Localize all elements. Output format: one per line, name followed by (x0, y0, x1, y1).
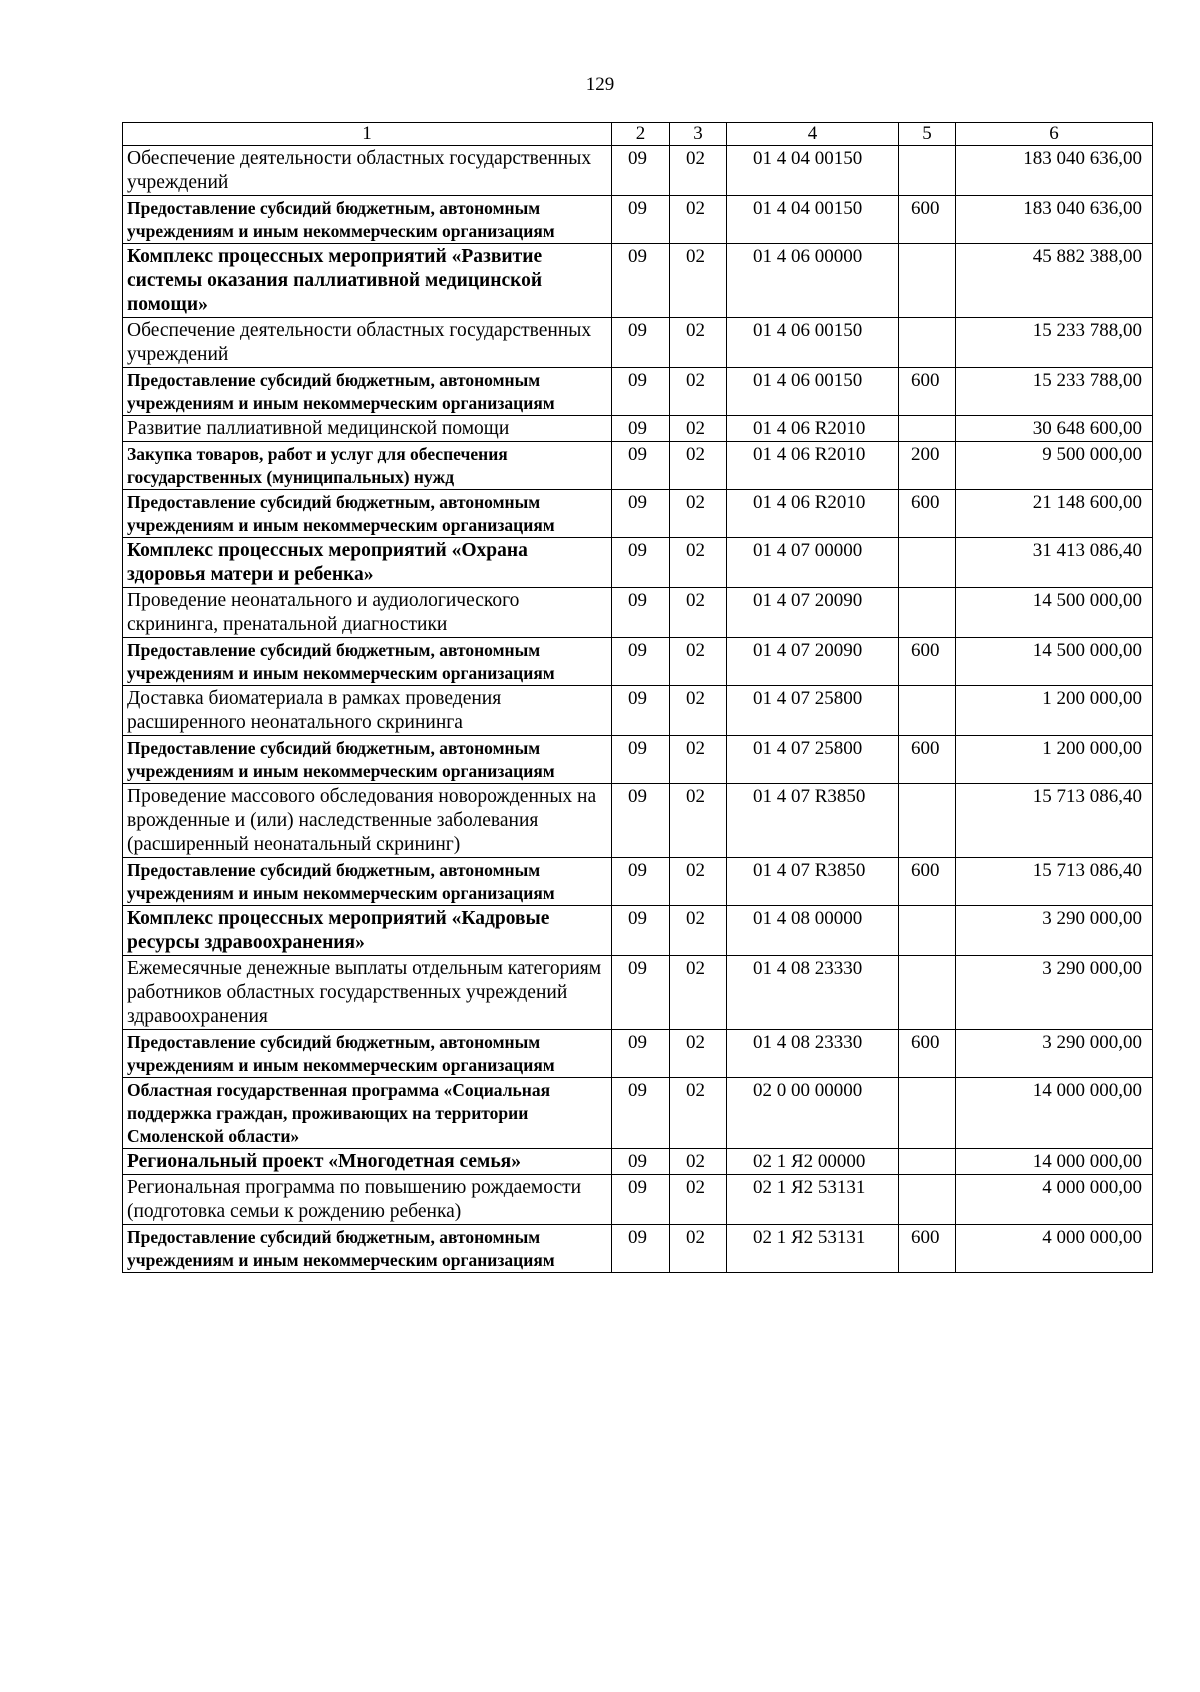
cell-expense-type (899, 784, 956, 858)
cell-name: Комплекс процессных мероприятий «Охрана здоровья матери и ребенка» (123, 538, 612, 588)
cell-expense-type (899, 1078, 956, 1149)
cell-section: 09 (612, 368, 670, 416)
cell-expense-type (899, 1175, 956, 1225)
cell-name: Областная государственная программа «Социальная поддержка граждан, проживающих на территории Смоленской области» (123, 1078, 612, 1149)
cell-subsection: 02 (670, 1078, 727, 1149)
cell-target-article: 01 4 07 25800 (727, 736, 899, 784)
cell-expense-type (899, 956, 956, 1030)
cell-section: 09 (612, 906, 670, 956)
table-row (123, 858, 1153, 906)
table-row (123, 146, 1153, 196)
cell-expense-type: 600 (899, 1030, 956, 1078)
cell-subsection: 02 (670, 244, 727, 318)
cell-subsection: 02 (670, 588, 727, 638)
cell-subsection: 02 (670, 368, 727, 416)
cell-section: 09 (612, 784, 670, 858)
cell-amount: 31 413 086,40 (956, 538, 1153, 588)
cell-name: Доставка биоматериала в рамках проведения расширенного неонатального скрининга (123, 686, 612, 736)
cell-amount: 15 713 086,40 (956, 784, 1153, 858)
cell-section: 09 (612, 538, 670, 588)
cell-subsection: 02 (670, 858, 727, 906)
table-row (123, 1225, 1153, 1273)
cell-name: Предоставление субсидий бюджетным, автономным учреждениям и иным некоммерческим организациям (123, 1030, 612, 1078)
cell-expense-type (899, 1149, 956, 1175)
cell-section: 09 (612, 318, 670, 368)
cell-amount: 1 200 000,00 (956, 686, 1153, 736)
column-header-section: 2 (612, 123, 670, 146)
cell-expense-type (899, 588, 956, 638)
cell-expense-type: 600 (899, 196, 956, 244)
cell-expense-type: 600 (899, 858, 956, 906)
cell-target-article: 01 4 08 00000 (727, 906, 899, 956)
cell-section: 09 (612, 1175, 670, 1225)
table-row (123, 686, 1153, 736)
cell-name: Ежемесячные денежные выплаты отдельным категориям работников областных государственных учреждений здравоохранения (123, 956, 612, 1030)
cell-section: 09 (612, 858, 670, 906)
cell-target-article: 01 4 04 00150 (727, 146, 899, 196)
table-row (123, 588, 1153, 638)
cell-section: 09 (612, 490, 670, 538)
cell-section: 09 (612, 1149, 670, 1175)
cell-name: Проведение неонатального и аудиологического скрининга, пренатальной диагностики (123, 588, 612, 638)
cell-subsection: 02 (670, 1149, 727, 1175)
cell-subsection: 02 (670, 146, 727, 196)
cell-name: Предоставление субсидий бюджетным, автономным учреждениям и иным некоммерческим организациям (123, 736, 612, 784)
column-header-amount: 6 (956, 123, 1153, 146)
cell-subsection: 02 (670, 196, 727, 244)
table-row (123, 416, 1153, 442)
cell-amount: 183 040 636,00 (956, 146, 1153, 196)
table-row (123, 196, 1153, 244)
cell-section: 09 (612, 1030, 670, 1078)
cell-target-article: 01 4 06 00150 (727, 368, 899, 416)
cell-target-article: 02 0 00 00000 (727, 1078, 899, 1149)
cell-expense-type: 600 (899, 1225, 956, 1273)
cell-name: Обеспечение деятельности областных государственных учреждений (123, 318, 612, 368)
cell-expense-type: 600 (899, 736, 956, 784)
table-row (123, 244, 1153, 318)
cell-target-article: 01 4 06 00150 (727, 318, 899, 368)
cell-target-article: 01 4 07 25800 (727, 686, 899, 736)
cell-amount: 14 500 000,00 (956, 638, 1153, 686)
cell-expense-type: 600 (899, 368, 956, 416)
cell-subsection: 02 (670, 538, 727, 588)
cell-amount: 3 290 000,00 (956, 906, 1153, 956)
cell-amount: 1 200 000,00 (956, 736, 1153, 784)
table-row (123, 318, 1153, 368)
table-row (123, 638, 1153, 686)
cell-subsection: 02 (670, 784, 727, 858)
cell-expense-type (899, 244, 956, 318)
cell-name: Предоставление субсидий бюджетным, автономным учреждениям и иным некоммерческим организациям (123, 490, 612, 538)
cell-name: Обеспечение деятельности областных государственных учреждений (123, 146, 612, 196)
cell-target-article: 01 4 06 R2010 (727, 490, 899, 538)
cell-amount: 45 882 388,00 (956, 244, 1153, 318)
table-body (123, 123, 1153, 1273)
cell-amount: 30 648 600,00 (956, 416, 1153, 442)
cell-section: 09 (612, 1225, 670, 1273)
table-row (123, 1175, 1153, 1225)
cell-name: Предоставление субсидий бюджетным, автономным учреждениям и иным некоммерческим организациям (123, 196, 612, 244)
table-row (123, 736, 1153, 784)
cell-section: 09 (612, 146, 670, 196)
table-row (123, 490, 1153, 538)
cell-section: 09 (612, 588, 670, 638)
cell-amount: 3 290 000,00 (956, 1030, 1153, 1078)
column-header-target-article: 4 (727, 123, 899, 146)
table-row (123, 538, 1153, 588)
cell-name: Комплекс процессных мероприятий «Развитие системы оказания паллиативной медицинской помощи» (123, 244, 612, 318)
cell-target-article: 01 4 07 R3850 (727, 784, 899, 858)
cell-name: Предоставление субсидий бюджетным, автономным учреждениям и иным некоммерческим организациям (123, 638, 612, 686)
cell-target-article: 01 4 08 23330 (727, 1030, 899, 1078)
cell-section: 09 (612, 686, 670, 736)
cell-expense-type (899, 538, 956, 588)
cell-target-article: 01 4 06 00000 (727, 244, 899, 318)
cell-target-article: 01 4 06 R2010 (727, 416, 899, 442)
table-row (123, 956, 1153, 1030)
cell-name: Региональная программа по повышению рождаемости (подготовка семьи к рождению ребенка) (123, 1175, 612, 1225)
cell-subsection: 02 (670, 318, 727, 368)
cell-section: 09 (612, 1078, 670, 1149)
cell-expense-type: 600 (899, 638, 956, 686)
cell-amount: 9 500 000,00 (956, 442, 1153, 490)
cell-subsection: 02 (670, 1030, 727, 1078)
cell-name: Предоставление субсидий бюджетным, автономным учреждениям и иным некоммерческим организациям (123, 368, 612, 416)
cell-amount: 14 000 000,00 (956, 1078, 1153, 1149)
table-header-row (123, 123, 1153, 146)
budget-table (122, 122, 1153, 1273)
cell-section: 09 (612, 442, 670, 490)
cell-subsection: 02 (670, 638, 727, 686)
cell-amount: 183 040 636,00 (956, 196, 1153, 244)
cell-subsection: 02 (670, 906, 727, 956)
cell-section: 09 (612, 416, 670, 442)
cell-subsection: 02 (670, 1225, 727, 1273)
cell-amount: 4 000 000,00 (956, 1225, 1153, 1273)
column-header-subsection: 3 (670, 123, 727, 146)
cell-amount: 15 233 788,00 (956, 318, 1153, 368)
table-row (123, 442, 1153, 490)
cell-amount: 15 233 788,00 (956, 368, 1153, 416)
table-row (123, 1030, 1153, 1078)
cell-target-article: 01 4 08 23330 (727, 956, 899, 1030)
cell-subsection: 02 (670, 442, 727, 490)
column-header-expense-type: 5 (899, 123, 956, 146)
cell-section: 09 (612, 956, 670, 1030)
cell-target-article: 01 4 07 R3850 (727, 858, 899, 906)
cell-amount: 15 713 086,40 (956, 858, 1153, 906)
cell-subsection: 02 (670, 736, 727, 784)
cell-target-article: 01 4 07 20090 (727, 588, 899, 638)
cell-name: Развитие паллиативной медицинской помощи (123, 416, 612, 442)
cell-section: 09 (612, 244, 670, 318)
cell-target-article: 01 4 07 20090 (727, 638, 899, 686)
column-header-name: 1 (123, 123, 612, 146)
cell-expense-type (899, 686, 956, 736)
table-row (123, 1149, 1153, 1175)
cell-expense-type: 600 (899, 490, 956, 538)
cell-expense-type (899, 416, 956, 442)
table-row (123, 784, 1153, 858)
cell-amount: 14 500 000,00 (956, 588, 1153, 638)
cell-target-article: 01 4 06 R2010 (727, 442, 899, 490)
cell-name: Предоставление субсидий бюджетным, автономным учреждениям и иным некоммерческим организациям (123, 1225, 612, 1273)
cell-expense-type (899, 906, 956, 956)
cell-expense-type: 200 (899, 442, 956, 490)
cell-target-article: 02 1 Я2 00000 (727, 1149, 899, 1175)
cell-amount: 21 148 600,00 (956, 490, 1153, 538)
cell-name: Проведение массового обследования новорожденных на врожденные и (или) наследственные заболевания (расширенный неонатальный скрининг) (123, 784, 612, 858)
cell-section: 09 (612, 736, 670, 784)
page-number: 129 (585, 74, 615, 95)
cell-section: 09 (612, 196, 670, 244)
cell-expense-type (899, 146, 956, 196)
cell-target-article: 01 4 07 00000 (727, 538, 899, 588)
cell-subsection: 02 (670, 956, 727, 1030)
cell-subsection: 02 (670, 490, 727, 538)
cell-name: Комплекс процессных мероприятий «Кадровые ресурсы здравоохранения» (123, 906, 612, 956)
cell-name: Региональный проект «Многодетная семья» (123, 1149, 612, 1175)
cell-amount: 3 290 000,00 (956, 956, 1153, 1030)
cell-subsection: 02 (670, 416, 727, 442)
cell-subsection: 02 (670, 686, 727, 736)
cell-amount: 4 000 000,00 (956, 1175, 1153, 1225)
cell-name: Предоставление субсидий бюджетным, автономным учреждениям и иным некоммерческим организациям (123, 858, 612, 906)
cell-amount: 14 000 000,00 (956, 1149, 1153, 1175)
cell-name: Закупка товаров, работ и услуг для обеспечения государственных (муниципальных) нужд (123, 442, 612, 490)
cell-section: 09 (612, 638, 670, 686)
table-row (123, 368, 1153, 416)
cell-expense-type (899, 318, 956, 368)
cell-subsection: 02 (670, 1175, 727, 1225)
table-row (123, 906, 1153, 956)
cell-target-article: 02 1 Я2 53131 (727, 1175, 899, 1225)
cell-target-article: 02 1 Я2 53131 (727, 1225, 899, 1273)
table-row (123, 1078, 1153, 1149)
cell-target-article: 01 4 04 00150 (727, 196, 899, 244)
